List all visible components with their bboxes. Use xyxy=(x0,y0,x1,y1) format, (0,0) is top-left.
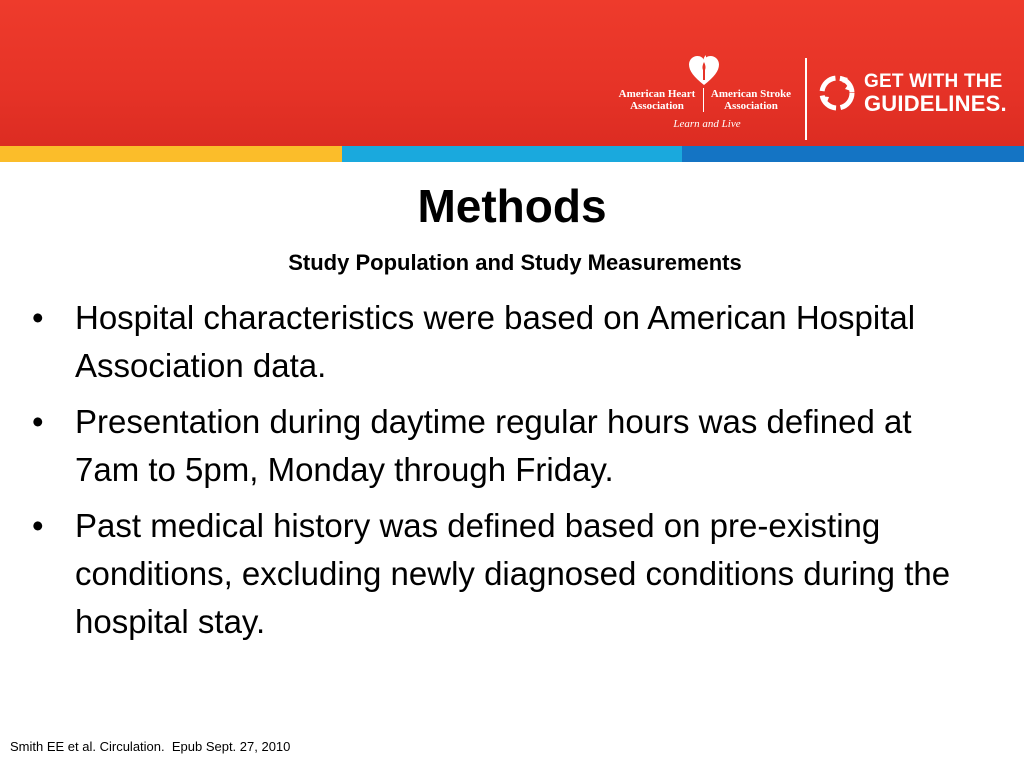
bullet-item xyxy=(30,398,960,494)
aha-divider xyxy=(703,88,704,112)
aha-tagline: Learn and Live xyxy=(673,118,741,130)
aha-name: American Heart Association xyxy=(618,88,696,112)
circular-arrows-icon xyxy=(816,72,858,114)
bullet-item xyxy=(30,294,960,390)
asa-name: American Stroke Association xyxy=(710,88,792,112)
bullet-glyph: • xyxy=(32,403,44,440)
bullet-glyph: • xyxy=(32,299,44,336)
bullet-text: Presentation during daytime regular hours was defined at 7am to 5pm, Monday through Friday. xyxy=(75,403,912,488)
bullet-text: Past medical history was defined based on pre-existing conditions, excluding newly diagnosed conditions during the hospital stay. xyxy=(75,507,951,640)
slide-subtitle: Study Population and Study Measurements xyxy=(288,250,742,275)
slide-title: Methods xyxy=(417,180,607,232)
accent-stripe-cyan xyxy=(342,146,682,162)
heart-torch-icon xyxy=(686,52,722,88)
gwtg-wordmark: GET WITH THE GUIDELINES. xyxy=(864,71,1007,116)
sponsor-logos xyxy=(612,52,1012,142)
citation-footer: Smith EE et al. Circulation. Epub Sept. 27, 2010 xyxy=(10,739,291,754)
bullet-text: Hospital characteristics were based on American Hospital Association data. xyxy=(75,299,916,384)
accent-stripe-blue xyxy=(682,146,1024,162)
bullet-glyph: • xyxy=(32,507,44,544)
bullet-item xyxy=(30,502,960,646)
accent-stripe-yellow xyxy=(0,146,342,162)
bullet-list xyxy=(30,294,960,654)
logo-divider xyxy=(805,58,807,140)
